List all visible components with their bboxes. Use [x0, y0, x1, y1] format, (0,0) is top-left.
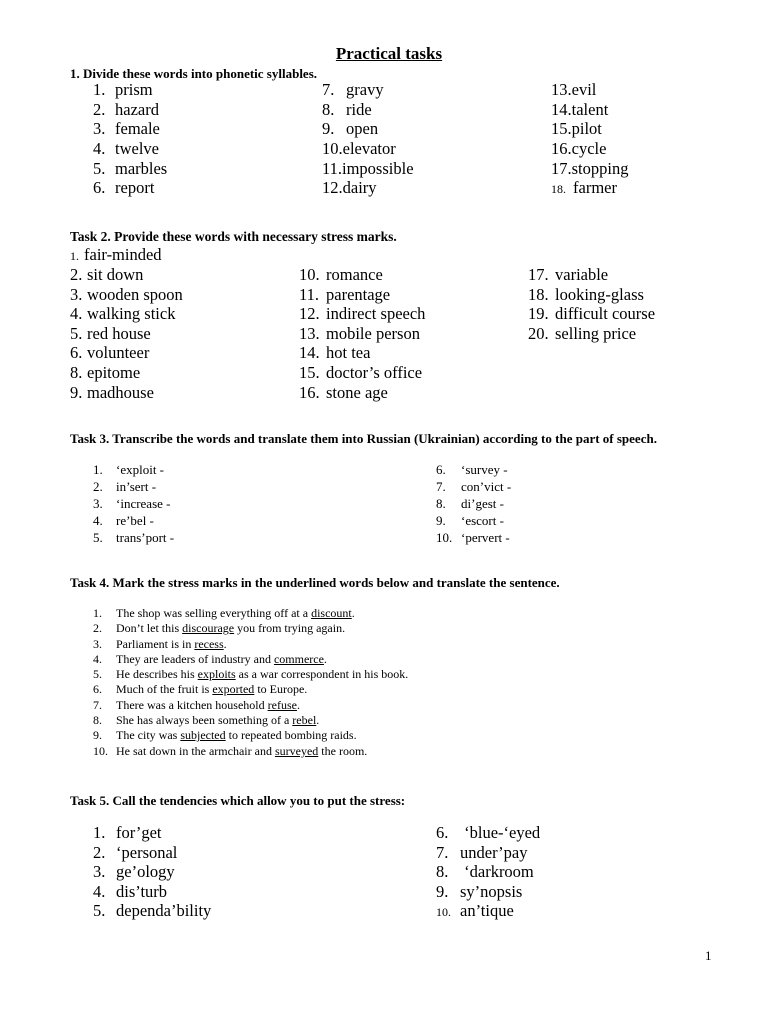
task1-column-2	[322, 80, 414, 198]
underlined-word: commerce	[273, 651, 324, 666]
list-item: 1. fair-minded	[70, 245, 162, 264]
list-item: 1. prism	[93, 80, 153, 99]
underlined-word: exploits	[197, 667, 236, 682]
list-item: 2. ‘personal	[93, 842, 178, 862]
task3-column-1	[93, 461, 174, 546]
task5-column-2	[436, 823, 540, 921]
list-item: 7. under’pay	[436, 842, 528, 862]
underlined-word: discount	[311, 606, 352, 620]
list-item: 5. marbles	[93, 158, 168, 178]
list-item: 10. ‘pervert -	[436, 530, 510, 545]
list-item: 4. walking stick	[70, 304, 176, 324]
list-item: 3. female	[93, 119, 160, 139]
task1-heading: 1. Divide these words into phonetic syllables.	[70, 66, 318, 81]
list-item: 11.impossible	[322, 158, 414, 178]
list-item: 15. doctor’s office	[299, 362, 423, 382]
underlined-word: surveyed	[274, 743, 319, 758]
list-item: 2. in’sert -	[93, 479, 157, 494]
page-title: Practical tasks	[335, 44, 443, 63]
list-item: 10. an’tique	[436, 901, 514, 921]
task2-column-1	[70, 265, 183, 402]
list-item: 7. con’vict -	[436, 479, 512, 494]
list-item: 4. re’bel -	[93, 513, 154, 528]
list-item: 9. sy’nopsis	[436, 881, 523, 901]
underlined-word: rebel	[292, 713, 317, 728]
list-item: 3. ge’ology	[93, 862, 175, 882]
list-item: 6. report	[93, 178, 155, 198]
list-item: 13. mobile person	[299, 323, 420, 343]
list-item: 5. dependa’bility	[93, 901, 212, 921]
list-item: 7. There was a kitchen household refuse.	[93, 697, 300, 712]
list-item: 5. red house	[70, 323, 151, 343]
list-item: 4. twelve	[93, 139, 159, 159]
underlined-word: subjected	[180, 728, 226, 743]
list-item: 12. indirect speech	[299, 304, 426, 324]
page-number: 1	[705, 948, 712, 963]
list-item: 8. di’gest -	[436, 496, 504, 511]
task5-column-1	[93, 823, 211, 921]
task3-heading: Task 3. Transcribe the words and translate them into Russian (Ukrainian) according to the part of speech.	[70, 431, 657, 446]
task2-column-3	[528, 265, 655, 343]
list-item: 5. trans’port -	[93, 530, 175, 545]
list-item: 17. variable	[528, 265, 609, 284]
list-item: 8. ride	[322, 99, 372, 119]
list-item: 9. The city was subjected to repeated bombing raids.	[93, 728, 357, 743]
list-item: 3. ‘increase -	[93, 496, 171, 511]
list-item: 20. selling price	[528, 323, 637, 343]
list-item: 3. Parliament is in recess.	[93, 636, 227, 651]
underlined-word: discourage	[182, 621, 235, 636]
list-item: 2. hazard	[93, 99, 159, 119]
list-item: 6. Much of the fruit is exported to Europe.	[93, 682, 308, 697]
underlined-word: recess	[194, 636, 224, 651]
list-item: 6. ‘blue-‘eyed	[436, 823, 541, 842]
underlined-word: exported	[212, 682, 255, 697]
task2-heading: Task 2. Provide these words with necessary stress marks.	[70, 229, 397, 244]
list-item: 8. epitome	[70, 362, 141, 382]
list-item: 2. Don’t let this discourage you from trying again.	[93, 621, 346, 636]
task3-column-2	[436, 461, 511, 546]
list-item: 9. madhouse	[70, 382, 154, 402]
list-item: 12.dairy	[322, 178, 377, 198]
list-item: 11. parentage	[299, 284, 391, 304]
list-item: 17.stopping	[551, 158, 629, 178]
task4-sentence-list	[93, 606, 408, 759]
list-item: 1. for’get	[93, 823, 162, 842]
list-item: 14.talent	[551, 99, 609, 119]
task2-column-2	[299, 265, 425, 402]
underlined-word: refuse	[267, 697, 297, 712]
task1-column-3	[551, 80, 628, 198]
list-item: 9. open	[322, 119, 379, 139]
task2-first-item	[70, 245, 162, 265]
list-item: 5. He describes his exploits as a war correspondent in his book.	[93, 667, 409, 682]
list-item: 7. gravy	[322, 80, 384, 99]
list-item: 13.evil	[551, 80, 597, 99]
list-item: 18. looking-glass	[528, 284, 644, 304]
list-item: 8. She has always been something of a rebel.	[93, 713, 320, 728]
list-item: 19. difficult course	[528, 304, 656, 324]
list-item: 1. The shop was selling everything off at a discount.	[93, 606, 355, 620]
list-item: 16. stone age	[299, 382, 388, 402]
list-item: 6. volunteer	[70, 343, 150, 363]
list-item: 10. He sat down in the armchair and surveyed the room.	[93, 743, 368, 758]
list-item: 10.elevator	[322, 139, 396, 159]
task5-heading: Task 5. Call the tendencies which allow you to put the stress:	[70, 793, 406, 808]
task4-heading: Task 4. Mark the stress marks in the underlined words below and translate the sentence.	[70, 575, 560, 590]
list-item: 6. ‘survey -	[436, 462, 508, 477]
list-item: 9. ‘escort -	[436, 513, 504, 528]
list-item: 1. ‘exploit -	[93, 462, 165, 477]
list-item: 16.cycle	[551, 139, 607, 159]
list-item: 3. wooden spoon	[70, 284, 183, 304]
list-item: 10. romance	[299, 265, 383, 284]
task1-column-1	[93, 80, 167, 198]
list-item: 18. farmer	[551, 178, 617, 198]
list-item: 14. hot tea	[299, 343, 371, 363]
list-item: 4. dis’turb	[93, 881, 168, 901]
list-item: 4. They are leaders of industry and commerce.	[93, 651, 327, 666]
list-item: 2. sit down	[70, 265, 144, 284]
list-item: 8. ‘darkroom	[436, 862, 534, 882]
list-item: 15.pilot	[551, 119, 602, 139]
